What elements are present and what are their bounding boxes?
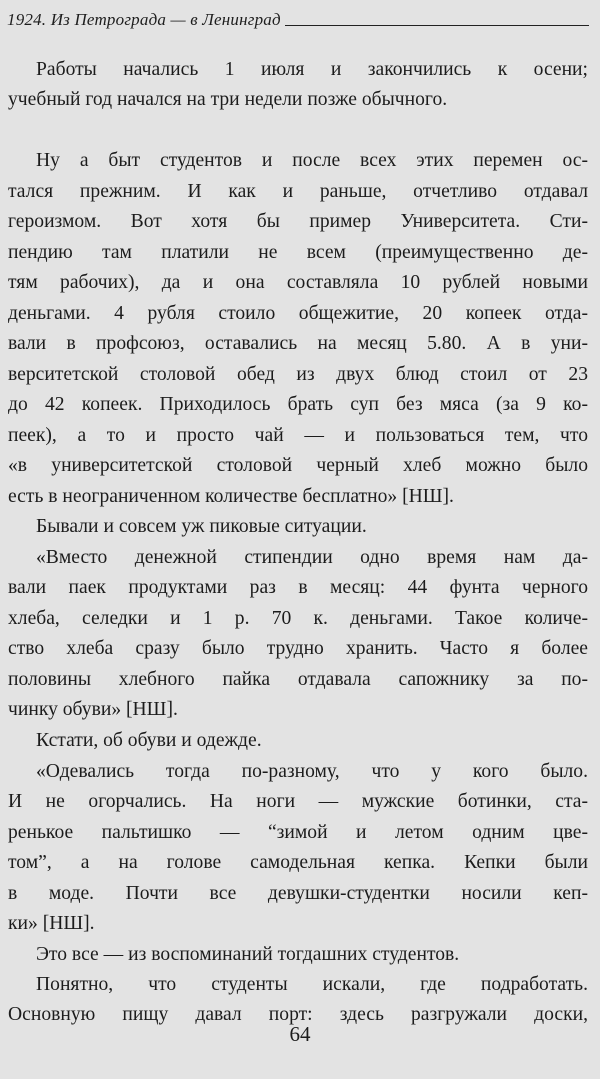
text-line: тям рабочих), да и она составляла 10 рублей новыми <box>8 272 588 293</box>
text-line: ки» [НШ]. <box>8 913 95 934</box>
text-line: деньгами. 4 рубля стоило общежитие, 20 копеек отда- <box>8 303 588 324</box>
text-line: Работы начались 1 июля и закончились к осени; <box>36 59 588 80</box>
text-line: вали паек продуктами раз в месяц: 44 фунта черного <box>8 577 588 598</box>
text-line: пеек), а то и просто чай — и пользоваться тем, что <box>8 425 588 446</box>
text-line: в моде. Почти все девушки-студентки носили кеп- <box>8 883 588 904</box>
text-line: героизмом. Вот хотя бы пример Университета. Сти- <box>8 211 588 232</box>
text-line: «Одевались тогда по-разному, что у кого было. <box>36 761 588 782</box>
text-line: до 42 копеек. Приходилось брать суп без мяса (за 9 ко- <box>8 394 588 415</box>
page-number: 64 <box>289 1022 311 1046</box>
text-line: Понятно, что студенты искали, где подработать. <box>36 974 588 995</box>
text-line: половины хлебного пайка отдавала сапожнику за по- <box>8 669 588 690</box>
text-line: тался прежним. И как и раньше, отчетливо отдавал <box>8 181 588 202</box>
text-line: есть в неограниченном количестве бесплатно» [НШ]. <box>8 486 454 507</box>
text-line: ство хлеба сразу было трудно хранить. Часто я более <box>8 638 588 659</box>
text-line: хлеба, селедки и 1 р. 70 к. деньгами. Такое количе- <box>8 608 588 629</box>
text-line: Бывали и совсем уж пиковые ситуации. <box>36 516 367 537</box>
text-line: чинку обуви» [НШ]. <box>8 699 178 720</box>
text-line: «в университетской столовой черный хлеб можно было <box>8 455 588 476</box>
text-line: Это все — из воспоминаний тогдашних студентов. <box>36 944 460 965</box>
text-line: И не огорчались. На ноги — мужские ботинки, ста- <box>8 791 588 812</box>
text-line: «Вместо денежной стипендии одно время нам да- <box>36 547 588 568</box>
text-line: учебный год начался на три недели позже обычного. <box>8 89 448 110</box>
header-rule <box>285 25 589 26</box>
text-line: Основную пищу давал порт: здесь разгружали доски, <box>8 1004 588 1025</box>
running-header <box>7 6 589 30</box>
text-line: Кстати, об обуви и одежде. <box>36 730 262 751</box>
running-header-title: 1924. Из Петрограда — в Ленинград <box>7 10 281 29</box>
text-line: верситетской столовой обед из двух блюд стоил от 23 <box>8 364 588 385</box>
text-line: вали в профсоюз, оставались на месяц 5.80. А в уни- <box>8 333 588 354</box>
text-line: пендию там платили не всем (преимущественно де- <box>8 242 588 263</box>
text-line: том”, а на голове самодельная кепка. Кепки были <box>8 852 588 873</box>
text-line: ренькое пальтишко — “зимой и летом одним цве- <box>8 822 588 843</box>
text-line: Ну а быт студентов и после всех этих перемен ос- <box>36 150 588 171</box>
